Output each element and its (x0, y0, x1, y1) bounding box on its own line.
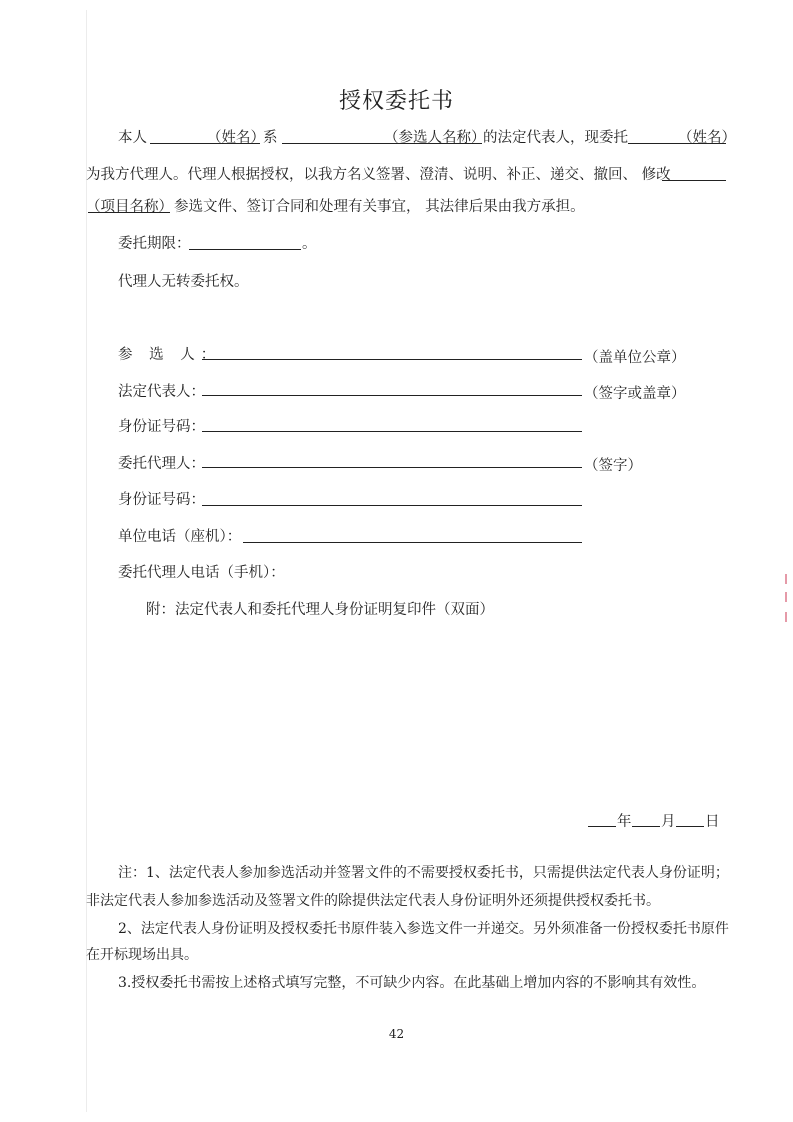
project-blank-end[interactable] (662, 180, 726, 181)
field-line-agent[interactable] (202, 467, 582, 468)
field-note-bidder: （盖单位公章） (584, 350, 686, 366)
field-note-agent: （签字） (584, 458, 642, 474)
field-label-bidder: 参 选 人： (118, 347, 222, 363)
note-1a: 注：1、法定代表人参加参选活动并签署文件的不需要授权委托书，只需提供法定代表人身份证明； (118, 865, 729, 881)
stamp-edge-mark (785, 574, 793, 584)
day-blank[interactable] (676, 826, 704, 827)
para1-prefix: 本人 (118, 130, 147, 146)
field-label-agent: 委托代理人： (118, 456, 205, 472)
year-blank[interactable] (588, 826, 616, 827)
name-hint: （姓名） (207, 130, 265, 146)
field-label-agent-mobile: 委托代理人电话（手机）： (118, 565, 285, 581)
agent-hint: （姓名） (678, 130, 736, 146)
date-day: 日 (705, 814, 720, 830)
note-1b: 非法定代表人参加参选活动及签署文件的除提供法定代表人身份证明外还须提供授权委托书。 (86, 893, 660, 909)
para1-line3: 参选文件、签订合同和处理有关事宜， 其法律后果由我方承担。 (174, 199, 585, 215)
para1-line2: 为我方代理人。代理人根据授权，以我方名义签署、澄清、说明、补正、递交、撤回、 修改 (86, 167, 671, 183)
month-blank[interactable] (632, 826, 660, 827)
attachment-note: 附：法定代表人和委托代理人身份证明复印件（双面） (146, 602, 494, 618)
field-line-bidder[interactable] (202, 359, 582, 360)
para1-xi: 系 (263, 130, 278, 146)
field-note-legal-rep: （签字或盖章） (584, 386, 686, 402)
note-2b: 在开标现场出具。 (86, 947, 198, 963)
field-label-id-2: 身份证号码： (118, 492, 205, 508)
field-label-id-1: 身份证号码： (118, 419, 205, 435)
project-hint: （项目名称） (86, 199, 173, 215)
date-year: 年 (617, 814, 632, 830)
company-hint: （参选人名称） (384, 130, 486, 146)
page-number: 42 (388, 1027, 405, 1041)
field-line-id-2[interactable] (202, 505, 582, 506)
field-line-legal-rep[interactable] (202, 395, 582, 396)
note-2a: 2、法定代表人身份证明及授权委托书原件装入参选文件一并递交。另外须准备一份授权委托书原件 (118, 921, 729, 937)
stamp-edge-mark (785, 612, 793, 622)
stamp-edge-mark (785, 592, 793, 602)
field-label-legal-rep: 法定代表人： (118, 384, 205, 400)
field-label-phone: 单位电话（座机）： (118, 529, 242, 545)
field-line-phone[interactable] (243, 542, 582, 543)
term-end: 。 (302, 236, 317, 252)
term-blank[interactable] (189, 249, 301, 250)
date-month: 月 (661, 814, 676, 830)
note-3: 3.授权委托书需按上述格式填写完整，不可缺少内容。在此基础上增加内容的不影响其有效性。 (118, 975, 706, 991)
term-label: 委托期限： (118, 236, 191, 252)
field-line-id-1[interactable] (202, 431, 582, 432)
document-title: 授权委托书 (338, 89, 454, 114)
para1-after-company: 的法定代表人，现委托 (483, 130, 628, 146)
no-subdelegation: 代理人无转委托权。 (118, 274, 249, 290)
